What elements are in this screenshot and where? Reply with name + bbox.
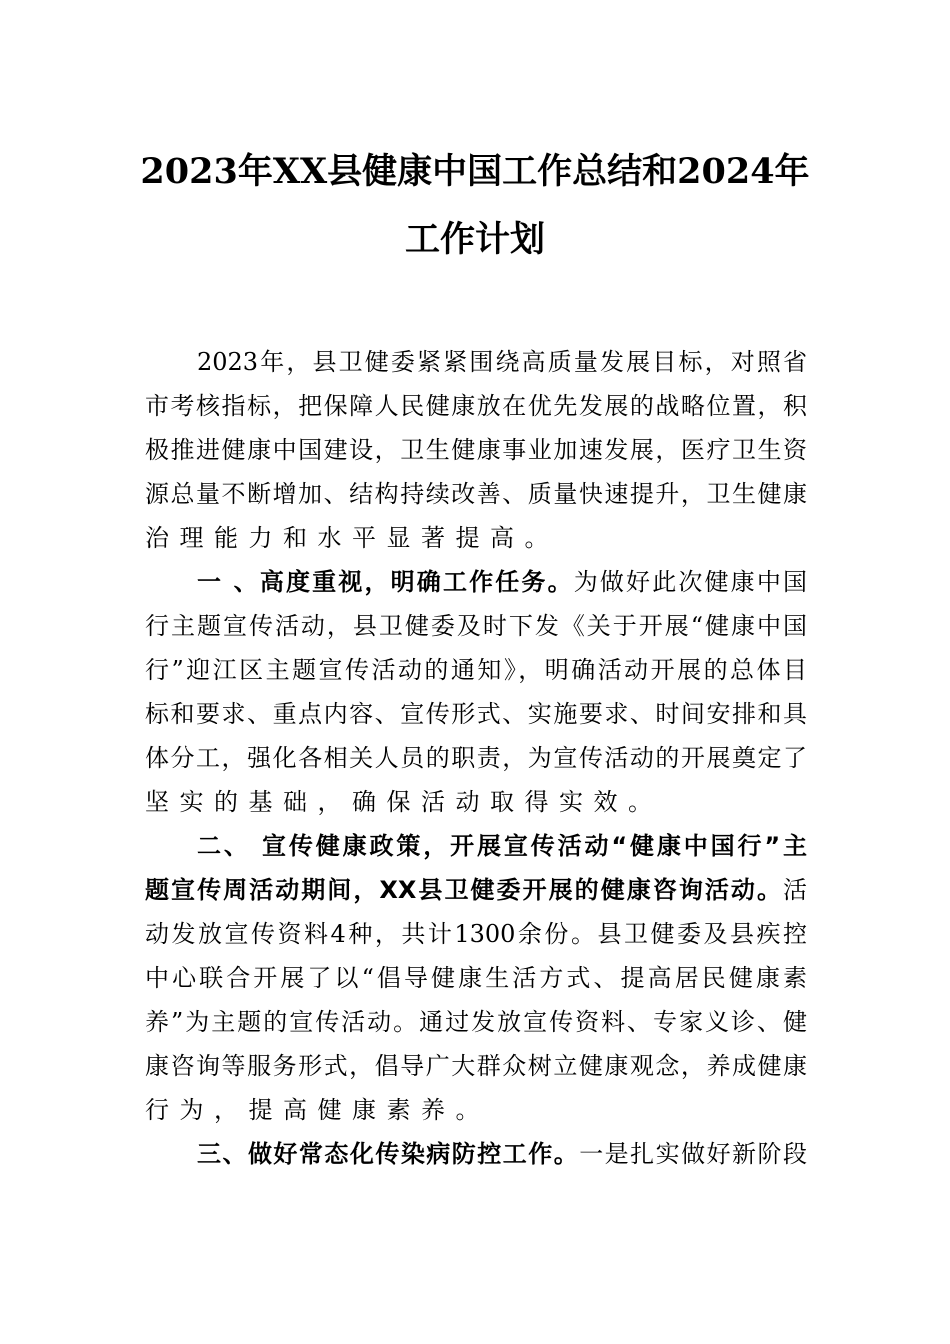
- text-line: 行”迎江区主题宣传活动的通知》，明确活动开展的总体目: [145, 656, 807, 684]
- text-line: 养”为主题的宣传活动。通过发放宣传资料、专家义诊、健: [145, 1008, 807, 1036]
- document-body: [145, 340, 807, 1176]
- text-line: 动发放宣传资料4种，共计1300余份。县卫健委及县疾控: [145, 920, 807, 948]
- text-line: 行为，提高健康素养。: [145, 1096, 490, 1124]
- text-line: [145, 1132, 807, 1176]
- text-line: 康咨询等服务形式，倡导广大群众树立健康观念，养成健康: [145, 1052, 807, 1080]
- section-3-text: 一是扎实做好新阶段: [579, 1140, 807, 1168]
- section-2-paragraph: [145, 824, 807, 1132]
- section-3-heading: 三、做好常态化传染病防控工作。: [197, 1140, 580, 1168]
- text-line: 市考核指标，把保障人民健康放在优先发展的战略位置，积: [145, 392, 807, 420]
- section-1-text: 为做好此次健康中国: [573, 568, 807, 596]
- text-line: 体分工，强化各相关人员的职责，为宣传活动的开展奠定了: [145, 744, 807, 772]
- document-title: [140, 138, 810, 274]
- text-line: 极推进健康中国建设，卫生健康事业加速发展，医疗卫生资: [145, 436, 807, 464]
- text-line: [145, 868, 807, 912]
- section-3-paragraph: [145, 1132, 807, 1176]
- title-line-1: 2023年XX县健康中国工作总结和2024年: [140, 151, 810, 192]
- text-line: 2023年，县卫健委紧紧围绕高质量发展目标，对照省: [197, 348, 807, 376]
- section-2-heading-line-2: 题宣传周活动期间，XX县卫健委开展的健康咨询活动。: [145, 876, 783, 904]
- text-line: [145, 560, 807, 604]
- text-line: 标和要求、重点内容、宣传形式、实施要求、时间安排和具: [145, 700, 807, 728]
- section-2-text: 活: [783, 876, 807, 904]
- text-line: 治理能力和水平显著提高。: [145, 524, 559, 552]
- title-line-2: 工作计划: [404, 219, 545, 260]
- section-2-heading-line-1: 二、 宣传健康政策，开展宣传活动“健康中国行”主: [197, 832, 807, 860]
- text-line: 中心联合开展了以“倡导健康生活方式、提高居民健康素: [145, 964, 807, 992]
- section-1-heading: 一 、高度重视，明确工作任务。: [197, 568, 574, 596]
- text-line: 坚实的基础，确保活动取得实效。: [145, 788, 663, 816]
- text-line: 源总量不断增加、结构持续改善、质量快速提升，卫生健康: [145, 480, 807, 508]
- intro-paragraph: [145, 340, 807, 560]
- section-1-paragraph: [145, 560, 807, 824]
- text-line: 行主题宣传活动，县卫健委及时下发《关于开展“健康中国: [145, 612, 807, 640]
